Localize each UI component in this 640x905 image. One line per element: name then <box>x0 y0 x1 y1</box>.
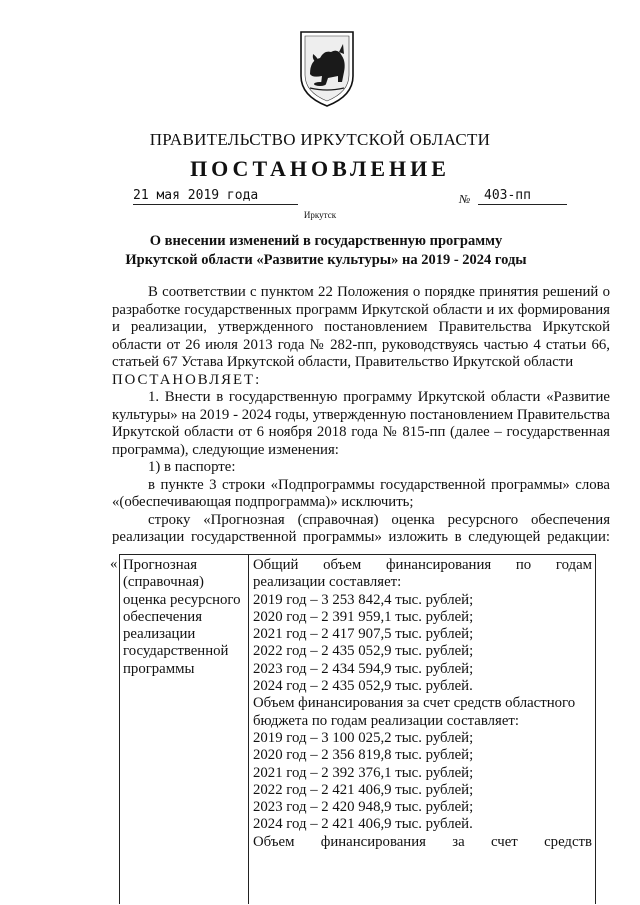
document-number: 403-пп <box>478 188 567 205</box>
value-line: Общий объем финансирования по годам <box>253 557 592 573</box>
value-line: реализации составляет: <box>253 574 402 591</box>
funding-table <box>119 554 596 904</box>
value-line: 2023 год – 2 434 594,9 тыс. рублей; <box>253 660 474 677</box>
body-line: и реализации, утвержденного постановлением Правительства Иркутской <box>112 319 610 335</box>
resolves-word: ПОСТАНОВЛЯЕТ: <box>112 371 262 388</box>
label-line: государственной <box>123 643 229 660</box>
organization-name: ПРАВИТЕЛЬСТВО ИРКУТСКОЙ ОБЛАСТИ <box>149 130 491 149</box>
table-row-value <box>249 555 595 904</box>
table-row-label <box>120 555 249 904</box>
value-line: 2021 год – 2 417 907,5 тыс. рублей; <box>253 626 474 643</box>
coat-of-arms-emblem <box>298 30 356 108</box>
body-line: области от 26 июля 2013 года № 282-пп, руководствуясь частью 4 статьи 66, <box>112 336 610 353</box>
value-line: 2020 год – 2 391 959,1 тыс. рублей; <box>253 608 474 625</box>
body-line: статьей 67 Устава Иркутской области, Правительство Иркутской области <box>112 354 574 370</box>
value-line: Объем финансирования за счет средств <box>253 833 592 850</box>
label-line: программы <box>123 660 195 677</box>
value-line: бюджета по годам реализации составляет: <box>253 712 519 729</box>
document-type: ПОСТАНОВЛЕНИЕ <box>190 156 450 181</box>
value-line: 2021 год – 2 392 376,1 тыс. рублей; <box>253 764 474 781</box>
value-line: 2022 год – 2 421 406,9 тыс. рублей; <box>253 781 474 798</box>
label-line: (справочная) <box>123 574 204 591</box>
label-line: оценка ресурсного <box>123 591 241 608</box>
body-line: 1) в паспорте: <box>148 459 236 475</box>
body-line: разработке государственных программ Иркутской области и их формирования <box>112 301 610 318</box>
body-line: в пункте 3 строки «Подпрограммы государственной программы» слова <box>148 476 610 493</box>
value-line: 2020 год – 2 356 819,8 тыс. рублей; <box>253 747 474 764</box>
number-label: № <box>459 192 471 206</box>
document-title: О внесении изменений в государственную программу Иркутской области «Развитие культуры» на 2019 - 2024 годы <box>125 233 527 268</box>
value-line: 2019 год – 3 253 842,4 тыс. рублей; <box>253 591 474 608</box>
value-line: Объем финансирования за счет средств областного <box>253 695 576 712</box>
value-line: 2024 год – 2 435 052,9 тыс. рублей. <box>253 678 473 695</box>
body-line: 1. Внести в государственную программу Иркутской области «Развитие <box>148 389 610 405</box>
body-line: программа), следующие изменения: <box>112 441 339 458</box>
body-line: Иркутской области от 6 ноября 2018 года № 815-пп (далее – государственная <box>112 424 610 440</box>
label-line: реализации <box>123 626 196 643</box>
document-body <box>112 284 610 547</box>
value-line: 2022 год – 2 435 052,9 тыс. рублей; <box>253 643 474 660</box>
label-line: обеспечения <box>123 608 203 625</box>
body-line: строку «Прогнозная (справочная) оценка ресурсного обеспечения <box>148 511 610 528</box>
body-line: «(обеспечивающая подпрограмма)» исключить; <box>112 494 414 510</box>
document-date: 21 мая 2019 года <box>133 188 298 205</box>
value-line: 2019 год – 3 100 025,2 тыс. рублей; <box>253 729 474 746</box>
value-line: 2023 год – 2 420 948,9 тыс. рублей; <box>253 799 474 816</box>
label-line: Прогнозная <box>123 557 198 573</box>
body-line: реализации государственной программы» изложить в следующей редакции: <box>112 529 610 545</box>
opening-quote: « <box>110 556 118 572</box>
city-name: Иркутск <box>303 210 337 220</box>
body-line: культуры» на 2019 - 2024 годы, утвержденную постановлением Правительства <box>112 406 610 423</box>
body-line: В соответствии с пунктом 22 Положения о порядке принятия решений о <box>148 284 610 300</box>
value-line: 2024 год – 2 421 406,9 тыс. рублей. <box>253 816 473 833</box>
